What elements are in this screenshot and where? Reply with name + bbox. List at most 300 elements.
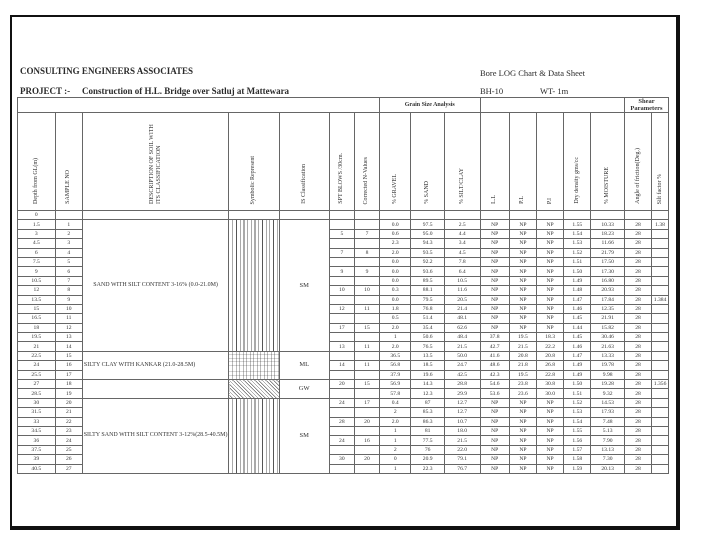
table-cell: 20.93 bbox=[591, 286, 625, 295]
table-cell: 30.8 bbox=[537, 380, 564, 389]
table-cell: NP bbox=[480, 464, 509, 473]
table-cell: 1.44 bbox=[564, 323, 591, 332]
table-cell: 14.3 bbox=[411, 380, 444, 389]
column-header-label: Depth from GL(m) bbox=[32, 158, 39, 204]
column-header bbox=[564, 113, 591, 211]
table-cell: 17.30 bbox=[591, 267, 625, 276]
column-header bbox=[652, 113, 669, 211]
table-cell: 7 bbox=[329, 248, 354, 257]
table-cell: 3 bbox=[55, 239, 82, 248]
table-cell bbox=[329, 370, 354, 379]
column-header bbox=[537, 113, 564, 211]
table-cell bbox=[652, 267, 669, 276]
table-cell: 0.5 bbox=[380, 314, 411, 323]
table-cell: 28 bbox=[329, 417, 354, 426]
table-cell: 21.5 bbox=[444, 342, 480, 351]
table-cell: 30 bbox=[329, 455, 354, 464]
table-cell: 4.5 bbox=[444, 248, 480, 257]
soil-description: SILTY CLAY WITH KANKAR (21.0-28.5M) bbox=[82, 351, 229, 379]
table-cell: 2.0 bbox=[380, 248, 411, 257]
table-cell: 28 bbox=[624, 408, 651, 417]
table-cell: 19.6 bbox=[411, 370, 444, 379]
table-cell: 9 bbox=[354, 267, 379, 276]
table-cell: 20.13 bbox=[591, 464, 625, 473]
table-cell: 3.4 bbox=[444, 239, 480, 248]
table-cell: 94.3 bbox=[411, 239, 444, 248]
table-cell: 1.53 bbox=[564, 239, 591, 248]
table-cell: 25.5 bbox=[18, 370, 56, 379]
table-cell bbox=[354, 389, 379, 398]
table-cell bbox=[652, 342, 669, 351]
table-cell: 35.4 bbox=[411, 323, 444, 332]
is-classification: ML bbox=[279, 351, 329, 379]
column-header bbox=[279, 113, 329, 211]
table-cell: 51.4 bbox=[411, 314, 444, 323]
table-cell bbox=[329, 445, 354, 454]
table-cell: 27 bbox=[55, 464, 82, 473]
table-cell bbox=[652, 351, 669, 360]
table-cell bbox=[329, 220, 354, 229]
table-cell: 8 bbox=[354, 248, 379, 257]
table-cell: 1.59 bbox=[564, 464, 591, 473]
table-cell bbox=[279, 211, 329, 220]
table-cell: 12.35 bbox=[591, 304, 625, 313]
table-cell: 76.7 bbox=[444, 464, 480, 473]
table-cell: 40.5 bbox=[18, 464, 56, 473]
table-cell: NP bbox=[537, 455, 564, 464]
table-cell: 95.0 bbox=[411, 229, 444, 238]
table-cell: 1.384 bbox=[652, 295, 669, 304]
column-header-label: P.L bbox=[519, 196, 526, 204]
table-cell: 28 bbox=[624, 276, 651, 285]
table-cell: 1.46 bbox=[564, 304, 591, 313]
table-cell bbox=[652, 370, 669, 379]
column-header bbox=[354, 113, 379, 211]
table-cell bbox=[652, 323, 669, 332]
table-cell: 2 bbox=[55, 229, 82, 238]
table-cell: 10 bbox=[55, 304, 82, 313]
table-cell bbox=[624, 211, 651, 220]
table-cell: 79.5 bbox=[411, 295, 444, 304]
table-cell: NP bbox=[480, 239, 509, 248]
table-cell: 4 bbox=[55, 248, 82, 257]
table-cell: 15.82 bbox=[591, 323, 625, 332]
table-cell: 1.38 bbox=[652, 220, 669, 229]
table-cell: 21.8 bbox=[509, 361, 536, 370]
table-cell bbox=[564, 211, 591, 220]
table-cell: 0.4 bbox=[380, 398, 411, 407]
table-cell: 37.8 bbox=[480, 333, 509, 342]
table-cell: 5 bbox=[329, 229, 354, 238]
table-cell: 1.50 bbox=[564, 380, 591, 389]
table-cell: 1.54 bbox=[564, 417, 591, 426]
table-cell: 24.7 bbox=[444, 361, 480, 370]
table-cell: NP bbox=[480, 323, 509, 332]
table-cell bbox=[652, 257, 669, 266]
table-cell bbox=[652, 248, 669, 257]
table-cell: 31.5 bbox=[18, 408, 56, 417]
table-cell: 21.5 bbox=[444, 436, 480, 445]
table-cell: NP bbox=[509, 408, 536, 417]
table-cell: 28 bbox=[624, 417, 651, 426]
table-cell: 9 bbox=[329, 267, 354, 276]
table-cell: 17 bbox=[329, 323, 354, 332]
table-cell: 18.5 bbox=[411, 361, 444, 370]
table-cell: 56.8 bbox=[380, 361, 411, 370]
column-header-label: % GRAVEL bbox=[391, 173, 398, 204]
project-name: Construction of H.L. Bridge over Satluj at Mattewara bbox=[82, 86, 290, 96]
column-header-label: SAMPLE NO bbox=[65, 170, 72, 204]
table-cell bbox=[354, 211, 379, 220]
column-header bbox=[329, 113, 354, 211]
table-cell: NP bbox=[509, 323, 536, 332]
table-cell bbox=[329, 389, 354, 398]
table-cell: 22.0 bbox=[444, 445, 480, 454]
table-cell: 86.3 bbox=[411, 417, 444, 426]
column-header-label: L.L bbox=[491, 195, 498, 204]
table-cell: 28 bbox=[624, 436, 651, 445]
table-cell bbox=[652, 398, 669, 407]
table-cell bbox=[652, 408, 669, 417]
table-cell: 1.47 bbox=[564, 295, 591, 304]
table-cell: 50.0 bbox=[444, 351, 480, 360]
table-cell: 0.3 bbox=[380, 286, 411, 295]
table-cell: 0 bbox=[18, 211, 56, 220]
table-cell: 28 bbox=[624, 248, 651, 257]
table-cell: 7 bbox=[354, 229, 379, 238]
table-cell: 11 bbox=[354, 361, 379, 370]
table-cell: 14 bbox=[329, 361, 354, 370]
table-cell bbox=[652, 436, 669, 445]
table-cell: 85.3 bbox=[411, 408, 444, 417]
table-cell: 12 bbox=[329, 304, 354, 313]
table-cell: 9.32 bbox=[591, 389, 625, 398]
table-cell: 19 bbox=[55, 389, 82, 398]
table-cell: 28 bbox=[624, 351, 651, 360]
table-cell: 1.52 bbox=[564, 248, 591, 257]
is-classification: SM bbox=[279, 220, 329, 351]
table-cell: NP bbox=[480, 304, 509, 313]
table-cell bbox=[354, 445, 379, 454]
table-cell: 76 bbox=[411, 445, 444, 454]
table-cell: 62.6 bbox=[444, 323, 480, 332]
table-cell: 28 bbox=[624, 286, 651, 295]
table-cell bbox=[329, 426, 354, 435]
table-cell: NP bbox=[537, 295, 564, 304]
table-cell: 12.3 bbox=[411, 389, 444, 398]
water-table: WT- 1m bbox=[540, 86, 569, 96]
table-cell: 1.48 bbox=[564, 286, 591, 295]
table-cell: 28 bbox=[624, 389, 651, 398]
table-cell: 92.2 bbox=[411, 257, 444, 266]
table-cell: NP bbox=[480, 295, 509, 304]
table-cell: 42.7 bbox=[480, 342, 509, 351]
table-cell: NP bbox=[480, 248, 509, 257]
table-cell: 28 bbox=[624, 239, 651, 248]
column-header-label: DESCRIPTION OF SOIL WITH ITS CLASSIFICATION bbox=[148, 124, 162, 204]
table-cell: 1.50 bbox=[564, 267, 591, 276]
table-cell: 1.52 bbox=[564, 398, 591, 407]
table-cell: NP bbox=[537, 267, 564, 276]
table-cell: 13.13 bbox=[591, 445, 625, 454]
table-cell: 28 bbox=[624, 370, 651, 379]
table-cell: 30.0 bbox=[537, 389, 564, 398]
table-cell bbox=[354, 239, 379, 248]
table-cell: 1.45 bbox=[564, 314, 591, 323]
table-cell: NP bbox=[480, 455, 509, 464]
table-cell: 28 bbox=[624, 455, 651, 464]
table-cell: 54.6 bbox=[480, 380, 509, 389]
table-row bbox=[18, 351, 669, 360]
table-cell: 16.5 bbox=[18, 314, 56, 323]
table-row bbox=[18, 211, 669, 220]
table-cell: 9 bbox=[55, 295, 82, 304]
table-cell bbox=[652, 417, 669, 426]
table-cell: 13.33 bbox=[591, 351, 625, 360]
table-cell: 2.0 bbox=[380, 323, 411, 332]
column-header-label: Corrected N-Values bbox=[363, 156, 370, 204]
table-cell bbox=[329, 333, 354, 342]
table-cell: 10 bbox=[354, 286, 379, 295]
table-cell: 16 bbox=[354, 436, 379, 445]
table-cell: NP bbox=[509, 436, 536, 445]
table-cell bbox=[82, 211, 229, 220]
table-cell: 1.58 bbox=[564, 455, 591, 464]
table-cell bbox=[652, 445, 669, 454]
table-cell: NP bbox=[537, 248, 564, 257]
column-header-label: % MOISTURE bbox=[604, 166, 611, 204]
table-cell bbox=[652, 276, 669, 285]
table-cell: 20 bbox=[55, 398, 82, 407]
table-cell: NP bbox=[537, 276, 564, 285]
column-header bbox=[480, 113, 509, 211]
table-cell: NP bbox=[509, 257, 536, 266]
table-cell: 2.0 bbox=[380, 342, 411, 351]
table-cell: 18.23 bbox=[591, 229, 625, 238]
table-cell: 27 bbox=[18, 380, 56, 389]
table-cell: NP bbox=[509, 398, 536, 407]
table-cell: 7.90 bbox=[591, 436, 625, 445]
table-cell bbox=[652, 426, 669, 435]
column-header-label: % SAND bbox=[424, 181, 431, 204]
table-cell: 23.8 bbox=[509, 380, 536, 389]
table-cell: 11.6 bbox=[444, 286, 480, 295]
column-header-label: IS Classification bbox=[300, 164, 307, 204]
table-cell: 14.53 bbox=[591, 398, 625, 407]
table-cell: 8 bbox=[55, 286, 82, 295]
table-cell: 9.98 bbox=[591, 370, 625, 379]
table-cell: 28 bbox=[624, 380, 651, 389]
table-cell: 34.5 bbox=[18, 426, 56, 435]
table-cell: NP bbox=[509, 455, 536, 464]
table-cell: 7.30 bbox=[591, 455, 625, 464]
table-cell: 33 bbox=[18, 417, 56, 426]
table-cell: 2 bbox=[380, 445, 411, 454]
table-cell: 76.5 bbox=[411, 342, 444, 351]
table-cell: 10.5 bbox=[444, 276, 480, 285]
table-cell: 22.5 bbox=[18, 351, 56, 360]
table-cell: 0.0 bbox=[380, 267, 411, 276]
table-cell: NP bbox=[509, 445, 536, 454]
table-cell: 6 bbox=[18, 248, 56, 257]
table-cell: 19.5 bbox=[509, 333, 536, 342]
table-cell bbox=[652, 211, 669, 220]
table-cell: 13 bbox=[329, 342, 354, 351]
table-cell bbox=[354, 351, 379, 360]
table-cell: 12.7 bbox=[444, 408, 480, 417]
table-cell: 79.1 bbox=[444, 455, 480, 464]
column-header bbox=[444, 113, 480, 211]
table-cell: NP bbox=[480, 426, 509, 435]
table-cell: 20.5 bbox=[444, 295, 480, 304]
table-cell: 1.8 bbox=[380, 304, 411, 313]
table-cell: 28.5 bbox=[18, 389, 56, 398]
table-cell: 26 bbox=[55, 455, 82, 464]
table-cell: 28 bbox=[624, 295, 651, 304]
table-cell: NP bbox=[537, 314, 564, 323]
table-cell: 26.8 bbox=[537, 361, 564, 370]
table-cell bbox=[55, 211, 82, 220]
table-cell: 28 bbox=[624, 361, 651, 370]
table-cell: 28 bbox=[624, 267, 651, 276]
table-cell: 10 bbox=[329, 286, 354, 295]
table-cell bbox=[652, 229, 669, 238]
table-cell: NP bbox=[537, 398, 564, 407]
table-cell: 24 bbox=[329, 436, 354, 445]
table-cell bbox=[354, 276, 379, 285]
table-cell: NP bbox=[480, 417, 509, 426]
table-cell: 22.2 bbox=[537, 342, 564, 351]
table-cell: 0.0 bbox=[380, 257, 411, 266]
table-cell: NP bbox=[537, 445, 564, 454]
table-cell: 48.6 bbox=[480, 361, 509, 370]
table-cell: NP bbox=[509, 464, 536, 473]
table-cell: NP bbox=[537, 239, 564, 248]
column-header bbox=[55, 113, 82, 211]
table-cell: 13.5 bbox=[411, 351, 444, 360]
table-cell bbox=[329, 257, 354, 266]
table-cell: 1.55 bbox=[564, 220, 591, 229]
table-cell: 15 bbox=[18, 304, 56, 313]
table-cell: 88.1 bbox=[411, 286, 444, 295]
table-cell: 21.63 bbox=[591, 342, 625, 351]
shear-parameters-group-header: Shear Parameters bbox=[624, 98, 668, 113]
table-cell bbox=[652, 455, 669, 464]
table-cell: 19.5 bbox=[18, 333, 56, 342]
table-cell bbox=[411, 211, 444, 220]
table-cell: 41.6 bbox=[480, 351, 509, 360]
table-cell: 17 bbox=[55, 370, 82, 379]
table-cell bbox=[652, 389, 669, 398]
table-cell: 28 bbox=[624, 398, 651, 407]
column-header bbox=[591, 113, 625, 211]
table-cell: 1.54 bbox=[564, 229, 591, 238]
table-cell: 1.5 bbox=[18, 220, 56, 229]
table-cell: 1.45 bbox=[564, 333, 591, 342]
table-cell: 3 bbox=[18, 229, 56, 238]
table-cell: 25 bbox=[55, 445, 82, 454]
table-cell: 28 bbox=[624, 314, 651, 323]
table-cell bbox=[354, 314, 379, 323]
table-row bbox=[18, 380, 669, 389]
table-cell bbox=[444, 211, 480, 220]
table-cell: 20.8 bbox=[509, 351, 536, 360]
table-cell: 14 bbox=[55, 342, 82, 351]
table-header bbox=[18, 98, 669, 211]
soil-symbol bbox=[229, 220, 279, 351]
table-cell: 1.49 bbox=[564, 361, 591, 370]
table-body bbox=[18, 211, 669, 474]
table-cell: 1.56 bbox=[564, 436, 591, 445]
table-cell bbox=[229, 211, 279, 220]
table-cell: 1.51 bbox=[564, 257, 591, 266]
table-cell: 56.9 bbox=[380, 380, 411, 389]
table-cell: 13 bbox=[55, 333, 82, 342]
table-cell: NP bbox=[480, 267, 509, 276]
table-cell bbox=[591, 211, 625, 220]
table-cell: 13.5 bbox=[18, 295, 56, 304]
table-cell: 93.5 bbox=[411, 248, 444, 257]
table-cell: 28 bbox=[624, 445, 651, 454]
document-title: Bore LOG Chart & Data Sheet bbox=[480, 68, 586, 78]
table-cell: 7.48 bbox=[591, 417, 625, 426]
table-row bbox=[18, 398, 669, 407]
table-cell: 39 bbox=[18, 455, 56, 464]
table-cell: 11 bbox=[354, 342, 379, 351]
table-cell: 23 bbox=[55, 426, 82, 435]
table-cell bbox=[354, 464, 379, 473]
table-cell: NP bbox=[537, 323, 564, 332]
table-cell: 17.50 bbox=[591, 257, 625, 266]
column-header-label: % SILT/CLAY bbox=[458, 167, 465, 204]
column-header bbox=[229, 113, 279, 211]
table-cell: 4.5 bbox=[18, 239, 56, 248]
table-cell: 22 bbox=[55, 417, 82, 426]
table-cell: 17.93 bbox=[591, 408, 625, 417]
soil-description: SAND WITH SILT CONTENT 3-16% (0.0-21.0M) bbox=[82, 220, 229, 351]
column-header-label: P.I bbox=[546, 197, 553, 204]
table-cell: NP bbox=[509, 276, 536, 285]
column-header-label: Silt factor % bbox=[656, 173, 663, 204]
table-cell: 20.9 bbox=[411, 455, 444, 464]
table-cell bbox=[652, 304, 669, 313]
column-header bbox=[18, 113, 56, 211]
table-cell: 36 bbox=[18, 436, 56, 445]
table-cell: 42.3 bbox=[480, 370, 509, 379]
table-cell: 53.6 bbox=[480, 389, 509, 398]
table-cell: 37.9 bbox=[380, 370, 411, 379]
table-cell bbox=[537, 211, 564, 220]
column-header bbox=[380, 113, 411, 211]
table-cell: 0.0 bbox=[380, 295, 411, 304]
table-cell: 1 bbox=[380, 333, 411, 342]
table-cell: 2.3 bbox=[380, 239, 411, 248]
table-cell bbox=[329, 408, 354, 417]
table-cell: NP bbox=[509, 314, 536, 323]
table-cell: NP bbox=[509, 239, 536, 248]
table-cell: 22.3 bbox=[411, 464, 444, 473]
table-cell: 30.46 bbox=[591, 333, 625, 342]
table-cell: NP bbox=[537, 286, 564, 295]
table-cell: 23.6 bbox=[509, 389, 536, 398]
table-row bbox=[18, 220, 669, 229]
table-cell: 1.46 bbox=[564, 342, 591, 351]
table-cell: 21.4 bbox=[444, 304, 480, 313]
table-cell: 18 bbox=[55, 380, 82, 389]
table-cell: 28 bbox=[624, 257, 651, 266]
grain-size-group-header: Grain Size Analysis bbox=[380, 98, 480, 113]
table-cell: NP bbox=[537, 464, 564, 473]
